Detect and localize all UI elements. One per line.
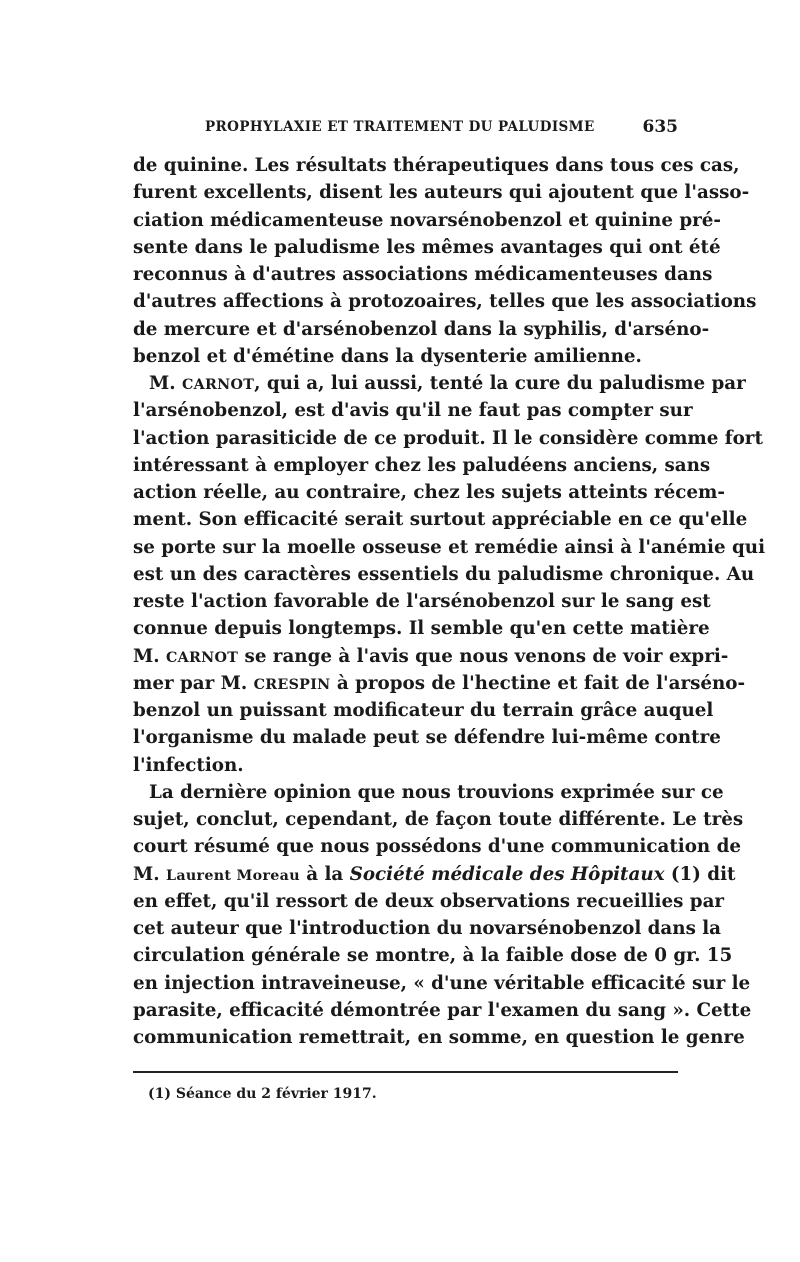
line-rest-visible: se range à l'avis que nous venons de voir expri- [238,645,729,667]
text-line: en effet, qu'il ressort de deux observations recueillies par [133,890,725,912]
text-line: l'arsénobenzol, est d'avis qu'il ne faut pas compter sur [133,400,693,422]
title-prefix: M. [220,672,248,694]
line-start: mer par [133,672,215,694]
text-line: ciation médicamenteuse novarsénobenzol et quinine pré- [133,209,721,231]
text-line: La dernière opinion que nous trouvions exprimée sur ce [149,781,724,803]
text-line: de mercure et d'arsénobenzol dans la syphilis, d'arséno- [133,318,710,340]
text-line [133,370,746,397]
line-rest-visible: , qui a, lui aussi, tenté la cure du paludisme par [254,373,746,394]
text-line [133,643,729,670]
text-line: intéressant à employer chez les paludéens anciens, sans [133,454,711,476]
title-prefix: M. [149,373,176,394]
person-name: CARNOT [165,649,239,666]
text-line [133,861,736,888]
text-line: circulation générale se montre, à la faible dose de 0 gr. 15 [133,945,733,967]
text-line: ment. Son efficacité serait surtout appréciable en ce qu'elle [133,509,748,531]
text-line: sujet, conclut, cependant, de façon toute différente. Le très [133,809,744,830]
text-line: action réelle, au contraire, chez les sujets atteints récem- [133,482,725,503]
text-line: de quinine. Les résultats thérapeutiques dans tous ces cas, [133,155,740,176]
text-line: cet auteur que l'introduction du novarsénobenzol dans la [133,918,722,939]
text-line: benzol et d'émétine dans la dysenterie amilienne. [133,345,642,367]
running-head [133,117,678,141]
text-line: court résumé que nous possédons d'une communication de [133,836,741,858]
text-line [133,670,746,697]
text-line: communication remettrait, en somme, en question le genre [133,1027,745,1048]
running-title: PROPHYLAXIE ET TRAITEMENT DU PALUDISME [205,119,595,135]
person-name: CRESPIN [253,676,331,693]
text-line: reconnus à d'autres associations médicamenteuses dans [133,264,713,285]
text-line: reste l'action favorable de l'arsénobenzol sur le sang est [133,591,711,612]
person-name: CARNOT [181,377,255,393]
text-line: d'autres affections à protozoaires, telles que les associations [133,291,757,313]
text-line: furent excellents, disent les auteurs qui ajoutent que l'asso- [133,182,750,204]
person-name: Laurent Moreau [165,867,300,884]
body-text [133,152,766,1051]
text-line: sente dans le paludisme les mêmes avantages qui ont été [133,236,721,258]
text-line: l'organisme du malade peut se défendre lui-même contre [133,727,721,749]
text-line: en injection intraveineuse, « d'une véritable efficacité sur le [133,972,751,994]
line-mid: à la [306,863,344,885]
journal-title: Société médicale des Hôpitaux [349,863,665,885]
text-line: parasite, efficacité démontrée par l'examen du sang ». Cette [133,999,752,1021]
footnote-ref: (1) dit [670,863,736,885]
title-prefix: M. [133,645,160,667]
page-number: 635 [642,117,678,137]
text-line: l'action parasiticide de ce produit. Il le considère comme fort [133,427,763,449]
footnote: (1) Séance du 2 février 1917. [148,1086,377,1102]
title-prefix: M. [133,863,160,885]
text-line: connue depuis longtemps. Il semble qu'en cette matière [133,618,710,640]
footnote-rule [133,1071,678,1073]
text-line: se porte sur la moelle osseuse et remédie ainsi à l'anémie qui [133,536,766,558]
line-rest-visible: à propos de l'hectine et fait de l'arséno- [330,672,746,694]
text-line: l'infection. [133,754,244,776]
text-line: est un des caractères essentiels du paludisme chronique. Au [133,563,755,585]
text-line: benzol un puissant modificateur du terrain grâce auquel [133,700,714,721]
